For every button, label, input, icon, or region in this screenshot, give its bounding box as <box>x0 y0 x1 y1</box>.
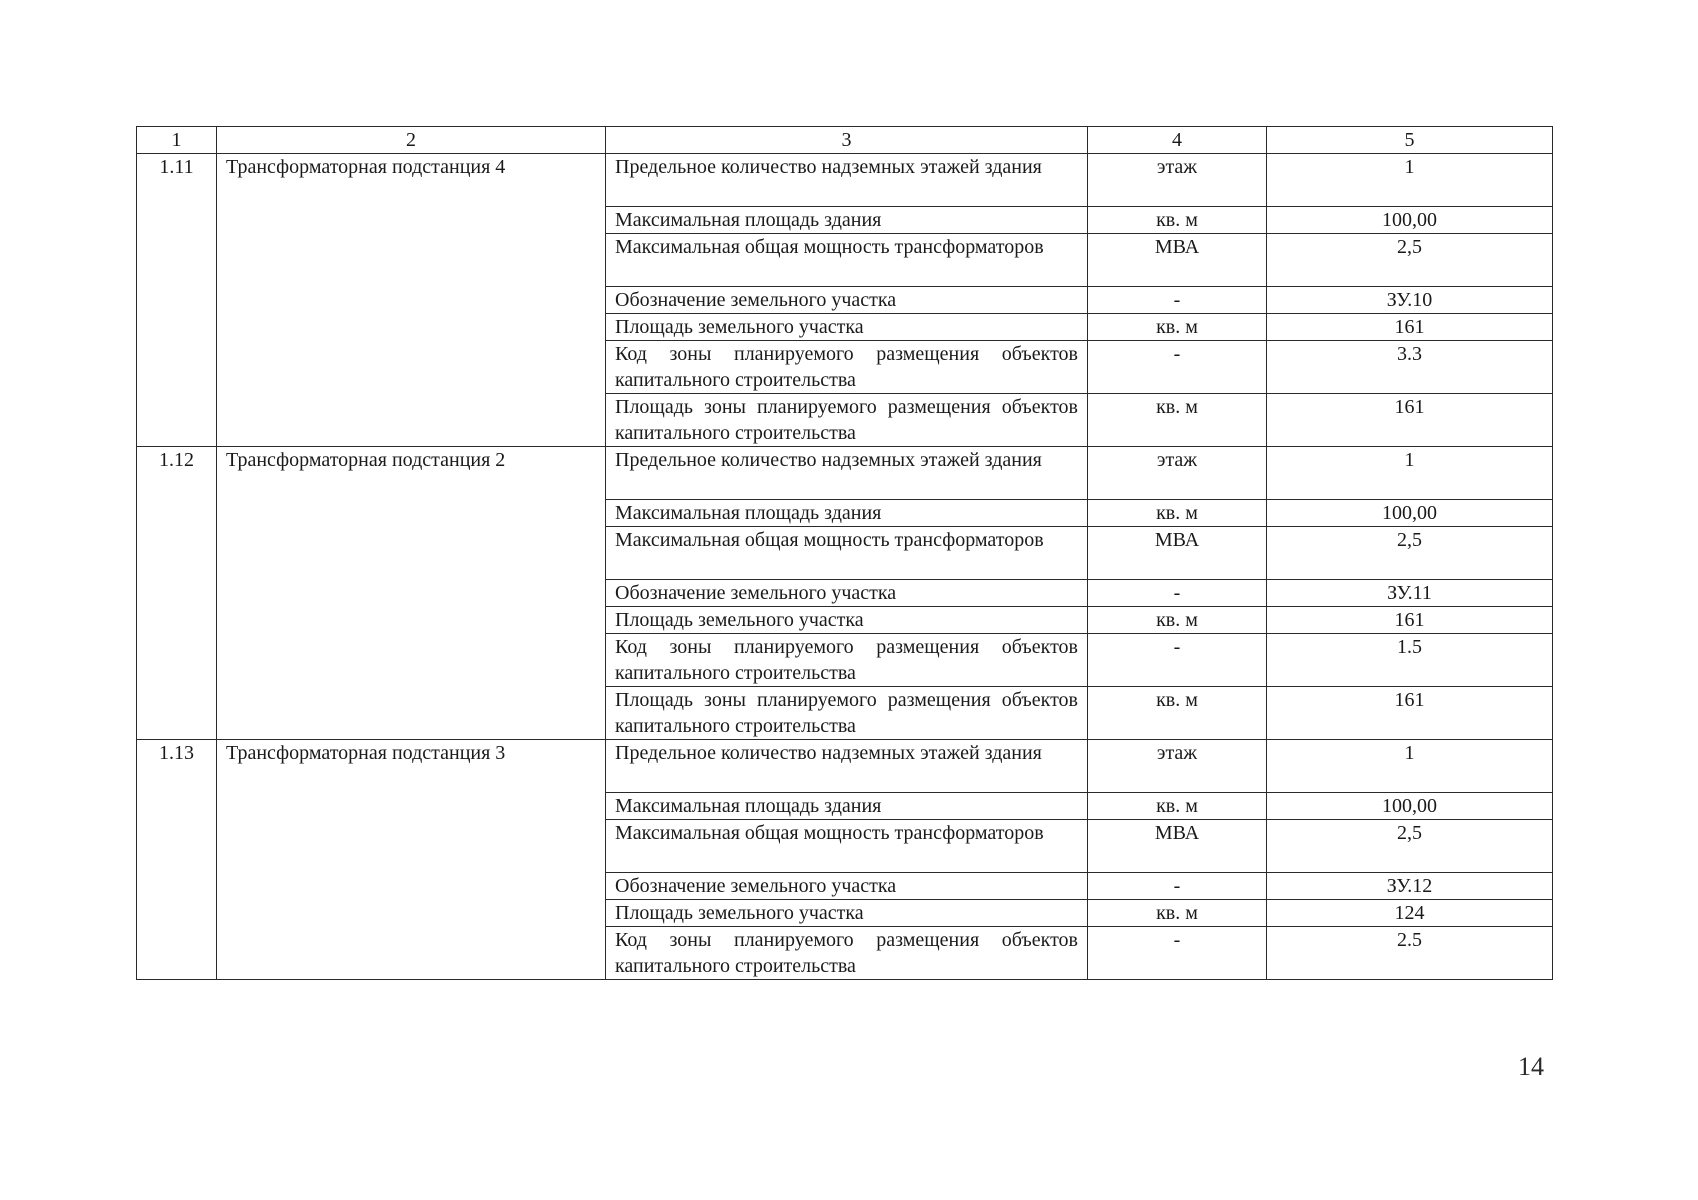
value-cell: 1 <box>1267 447 1553 500</box>
parameter-cell: Площадь земельного участка <box>606 900 1088 927</box>
value-cell: 100,00 <box>1267 207 1553 234</box>
parameter-cell: Максимальная площадь здания <box>606 793 1088 820</box>
value-cell: 2,5 <box>1267 820 1553 873</box>
value-cell: 1 <box>1267 740 1553 793</box>
value-cell: 161 <box>1267 687 1553 740</box>
unit-cell: кв. м <box>1088 793 1267 820</box>
parameter-cell: Предельное количество надземных этажей здания <box>606 154 1088 207</box>
header-row <box>137 127 1553 154</box>
value-cell: ЗУ.10 <box>1267 287 1553 314</box>
table-row <box>137 447 1553 500</box>
parameter-cell: Код зоны планируемого размещения объектов капитального строительства <box>606 927 1088 980</box>
parameter-cell: Код зоны планируемого размещения объектов капитального строительства <box>606 341 1088 394</box>
unit-cell: кв. м <box>1088 207 1267 234</box>
parameter-cell: Обозначение земельного участка <box>606 580 1088 607</box>
value-cell: 100,00 <box>1267 500 1553 527</box>
unit-cell: этаж <box>1088 740 1267 793</box>
value-cell: 3.3 <box>1267 341 1553 394</box>
header-col-5: 5 <box>1267 127 1553 154</box>
table-row <box>137 154 1553 207</box>
object-name: Трансформаторная подстанция 2 <box>217 447 606 740</box>
parameter-cell: Максимальная площадь здания <box>606 207 1088 234</box>
header-col-1: 1 <box>137 127 217 154</box>
parameter-cell: Максимальная общая мощность трансформаторов <box>606 527 1088 580</box>
object-name: Трансформаторная подстанция 3 <box>217 740 606 980</box>
value-cell: ЗУ.12 <box>1267 873 1553 900</box>
header-col-4: 4 <box>1088 127 1267 154</box>
value-cell: 2,5 <box>1267 234 1553 287</box>
value-cell: 161 <box>1267 607 1553 634</box>
value-cell: 1 <box>1267 154 1553 207</box>
parameter-cell: Площадь зоны планируемого размещения объектов капитального строительства <box>606 687 1088 740</box>
value-cell: 100,00 <box>1267 793 1553 820</box>
unit-cell: этаж <box>1088 154 1267 207</box>
parameter-cell: Площадь земельного участка <box>606 607 1088 634</box>
item-number: 1.12 <box>137 447 217 740</box>
unit-cell: - <box>1088 927 1267 980</box>
parameter-cell: Площадь земельного участка <box>606 314 1088 341</box>
item-number: 1.11 <box>137 154 217 447</box>
unit-cell: кв. м <box>1088 607 1267 634</box>
unit-cell: кв. м <box>1088 500 1267 527</box>
unit-cell: кв. м <box>1088 687 1267 740</box>
parameter-cell: Код зоны планируемого размещения объектов капитального строительства <box>606 634 1088 687</box>
unit-cell: - <box>1088 287 1267 314</box>
unit-cell: кв. м <box>1088 394 1267 447</box>
unit-cell: этаж <box>1088 447 1267 500</box>
value-cell: 2,5 <box>1267 527 1553 580</box>
parameter-cell: Максимальная общая мощность трансформаторов <box>606 234 1088 287</box>
parameters-table <box>136 126 1553 980</box>
unit-cell: - <box>1088 341 1267 394</box>
parameter-cell: Максимальная площадь здания <box>606 500 1088 527</box>
unit-cell: - <box>1088 873 1267 900</box>
value-cell: ЗУ.11 <box>1267 580 1553 607</box>
parameter-cell: Предельное количество надземных этажей здания <box>606 740 1088 793</box>
page-number: 14 <box>1518 1052 1544 1081</box>
value-cell: 124 <box>1267 900 1553 927</box>
unit-cell: кв. м <box>1088 314 1267 341</box>
header-col-3: 3 <box>606 127 1088 154</box>
header-col-2: 2 <box>217 127 606 154</box>
table-header <box>137 127 1553 154</box>
unit-cell: кв. м <box>1088 900 1267 927</box>
parameter-cell: Максимальная общая мощность трансформаторов <box>606 820 1088 873</box>
unit-cell: МВА <box>1088 527 1267 580</box>
parameter-cell: Предельное количество надземных этажей здания <box>606 447 1088 500</box>
unit-cell: МВА <box>1088 234 1267 287</box>
table-row <box>137 740 1553 793</box>
parameter-cell: Площадь зоны планируемого размещения объектов капитального строительства <box>606 394 1088 447</box>
object-name: Трансформаторная подстанция 4 <box>217 154 606 447</box>
item-number: 1.13 <box>137 740 217 980</box>
value-cell: 161 <box>1267 394 1553 447</box>
table-body <box>137 154 1553 980</box>
unit-cell: - <box>1088 580 1267 607</box>
parameter-cell: Обозначение земельного участка <box>606 873 1088 900</box>
value-cell: 1.5 <box>1267 634 1553 687</box>
parameter-cell: Обозначение земельного участка <box>606 287 1088 314</box>
unit-cell: - <box>1088 634 1267 687</box>
unit-cell: МВА <box>1088 820 1267 873</box>
value-cell: 2.5 <box>1267 927 1553 980</box>
value-cell: 161 <box>1267 314 1553 341</box>
